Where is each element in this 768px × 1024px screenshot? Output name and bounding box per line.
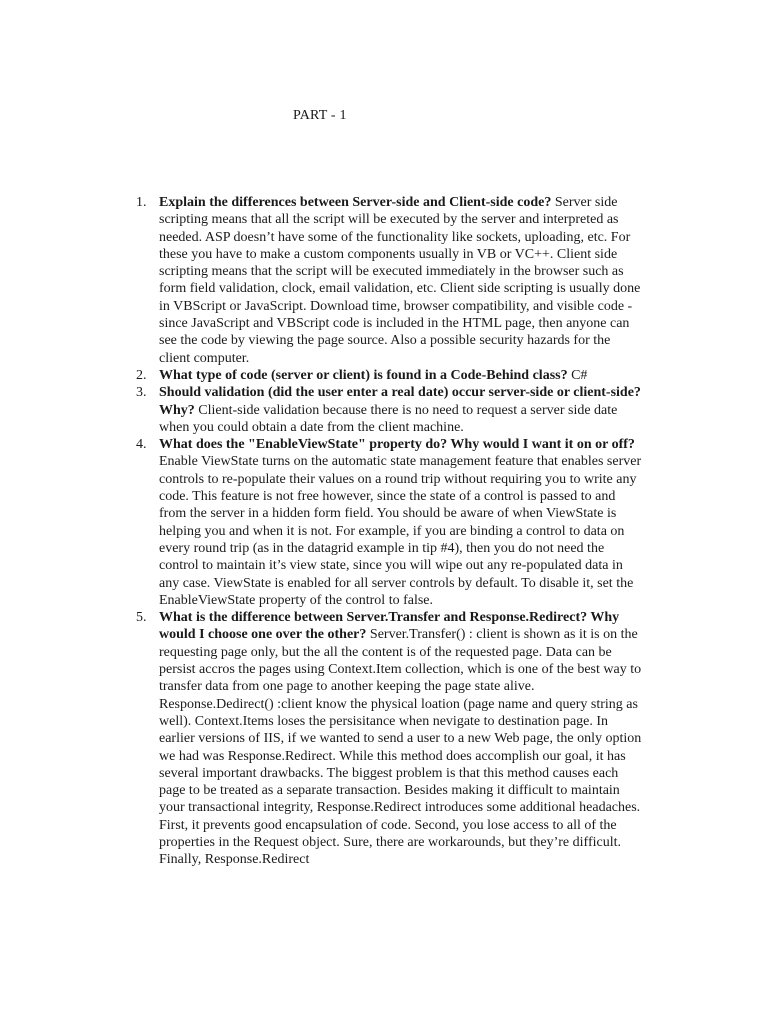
item-number: 1.: [136, 195, 147, 210]
question-text: What type of code (server or client) is found in a Code-Behind class?: [159, 367, 568, 383]
answer-text: C#: [567, 367, 588, 383]
part-heading: PART - 1: [293, 108, 347, 123]
item-number: 2.: [136, 367, 147, 383]
answer-text: Server side scripting means that all the script will be executed by the server and interpreted as needed. ASP doesn’t have some of the functionality like sockets, uploading, etc. For these you have to make a custom components usually in VB or VC++. Client side scripting means that the script will be executed immediately in the browser such as form field validation, clock, email validation, etc. Client side scripting is usually done in VBScript or JavaScript. Download time, browser compatibility, and visible code - since JavaScript and VBScript code is included in the HTML page, then anyone can see the code by viewing the page source. Also a possible security hazards for the client computer.: [159, 195, 641, 366]
list-item: [0, 436, 644, 609]
item-number: 4.: [136, 437, 147, 453]
item-number: 3.: [136, 385, 147, 401]
answer-text: Enable ViewState turns on the automatic state management feature that enables server controls to re-populate their values on a round trip without requiring you to write any code. This feature is not free however, since the state of a control is passed to and from the server in a hidden form field. You should be aware of when ViewState is helping you and when it is not. For example, if you are binding a control to data on every round trip (as in the datagrid example in tip #4), then you do not need the control to maintain it’s view state, since you will wipe out any re-populated data in any case. ViewState is enabled for all server controls by default. To disable it, set the EnableViewState property of the control to false.: [159, 454, 642, 608]
answer-text: Client-side validation because there is no need to request a server side date when you could obtain a date from the client machine.: [159, 402, 618, 435]
question-text: What does the "EnableViewState" property do? Why would I want it on or off?: [159, 437, 635, 453]
question-list: [0, 194, 768, 869]
item-number: 5.: [136, 610, 147, 626]
list-item: [0, 367, 644, 384]
list-item: [0, 384, 644, 436]
question-text: Explain the differences between Server-side and Client-side code?: [159, 195, 552, 210]
answer-text: Server.Transfer() : client is shown as it is on the requesting page only, but the all the content is of the requested page. Data can be persist accros the pages using Context.Item collection, which is one of the best way to transfer data from one page to another keeping the page state alive. Response.Dedirect() :client know the physical loation (page name and query string as well). Context.Items loses the persisitance when nevigate to destination page. In earlier versions of IIS, if we wanted to send a user to a new Web page, the only option we had was Response.Redirect. While this method does accomplish our goal, it has several important drawbacks. The biggest problem is that this method causes each page to be treated as a separate transaction. Besides making it difficult to maintain your transactional integrity, Response.Redirect introduces some additional headaches. First, it prevents good encapsulation of code. Second, you lose access to all of the properties in the Request object. Sure, there are workarounds, but they’re difficult. Finally, Response.Redirect: [159, 627, 642, 868]
question-text: Should validation (did the user enter a real date) occur server-side or client-side? Why?: [159, 385, 641, 418]
list-item: [0, 609, 644, 868]
list-item: [0, 194, 644, 367]
question-text: What is the difference between Server.Transfer and Response.Redirect? Why would I choose one over the other?: [159, 610, 620, 643]
